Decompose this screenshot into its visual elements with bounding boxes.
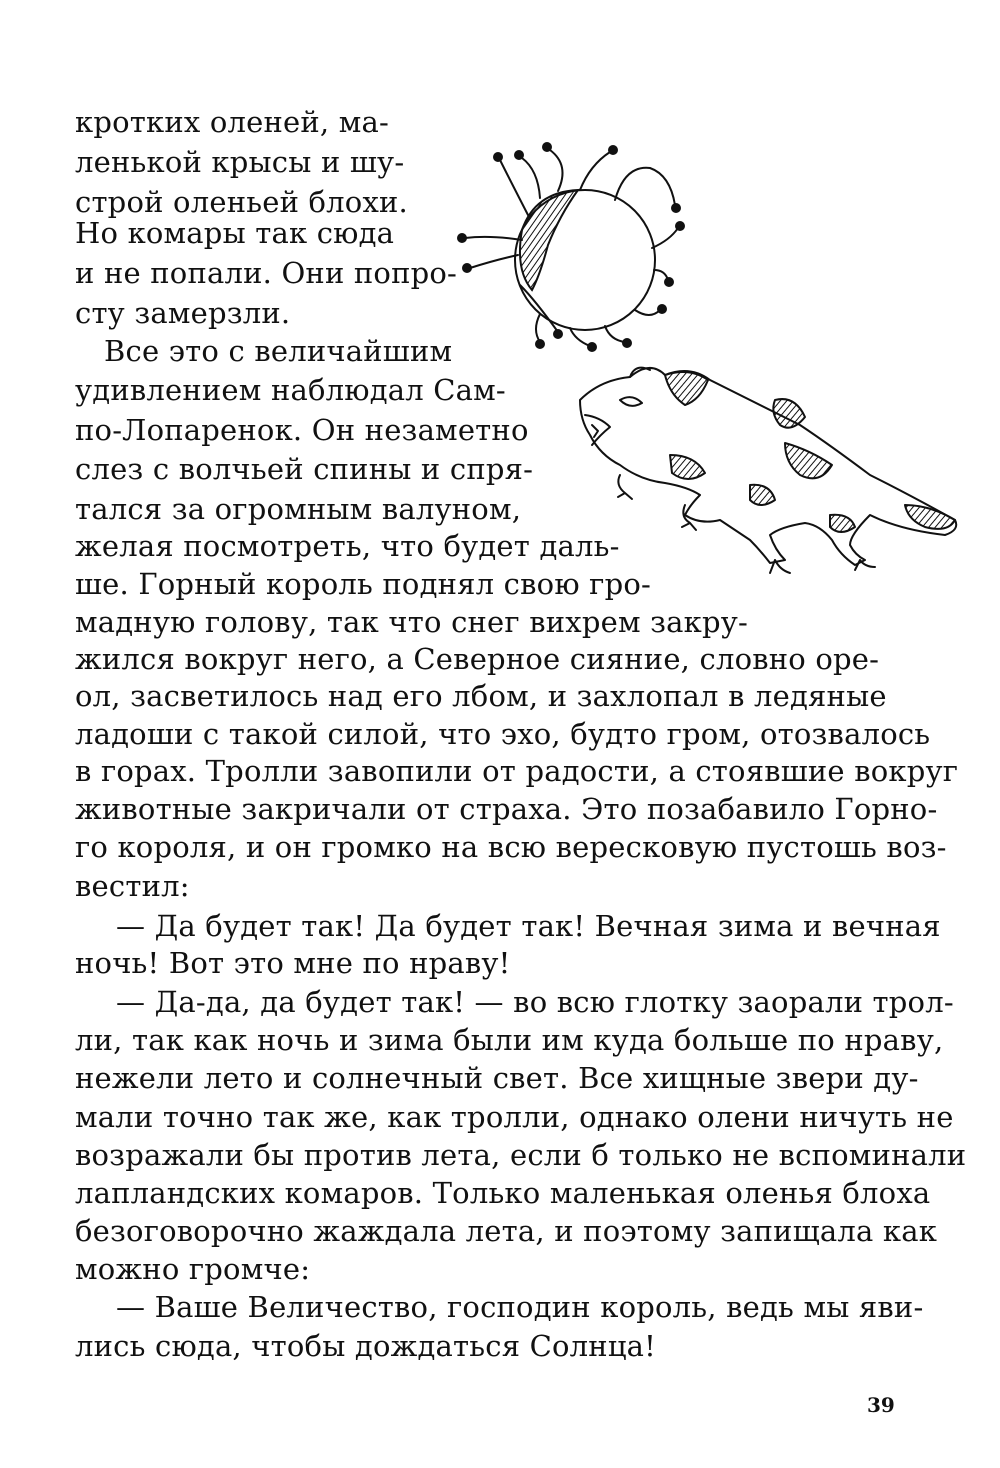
text-line: и не попали. Они попро-	[75, 256, 458, 290]
page-number: 39	[867, 1393, 895, 1417]
text-line: ше. Горный король поднял свою гро-	[75, 567, 651, 601]
text-line: ладоши с такой силой, что эхо, будто гром, отозвалось	[75, 717, 931, 751]
text-line: — Ваше Величество, господин король, ведь мы яви-	[116, 1290, 924, 1324]
text-line: тался за огромным валуном,	[75, 492, 522, 526]
text-line: лись сюда, чтобы дождаться Солнца!	[75, 1329, 657, 1363]
text-line: жился вокруг него, а Северное сияние, словно оре-	[75, 642, 880, 676]
text-line: животные закричали от страха. Это позабавило Горно-	[75, 792, 938, 826]
rat-illustration	[570, 355, 970, 585]
text-line: ли, так как ночь и зима были им куда больше по нраву,	[75, 1023, 944, 1057]
text-line: ленькой крысы и шу-	[75, 145, 405, 179]
text-line: Все это с величайшим	[104, 334, 453, 368]
text-line: мадную голову, так что снег вихрем закру-	[75, 605, 749, 639]
text-line: безоговорочно жаждала лета, и поэтому запищала как	[75, 1214, 938, 1248]
text-line: кротких оленей, ма-	[75, 105, 389, 139]
text-line: Но комары так сюда	[75, 216, 395, 250]
text-line: удивлением наблюдал Сам-	[75, 373, 506, 407]
text-line: нежели лето и солнечный свет. Все хищные звери ду-	[75, 1061, 919, 1095]
flea-illustration	[440, 120, 700, 370]
text-line: сту замерзли.	[75, 296, 291, 330]
text-line: го короля, и он громко на всю вересковую пустошь воз-	[75, 830, 947, 864]
text-line: строй оленьей блохи.	[75, 185, 408, 219]
text-line: возражали бы против лета, если б только не вспоминали	[75, 1138, 967, 1172]
text-line: мали точно так же, как тролли, однако олени ничуть не	[75, 1100, 954, 1134]
text-line: ночь! Вот это мне по нраву!	[75, 946, 511, 980]
text-line: слез с волчьей спины и спря-	[75, 452, 534, 486]
text-line: ол, засветилось над его лбом, и захлопал в ледяные	[75, 679, 887, 713]
text-line: — Да будет так! Да будет так! Вечная зима и вечная	[116, 909, 941, 943]
text-line: желая посмотреть, что будет даль-	[75, 529, 620, 563]
text-line: можно громче:	[75, 1252, 311, 1286]
text-line: — Да-да, да будет так! — во всю глотку заорали трол-	[116, 985, 954, 1019]
text-line: лапландских комаров. Только маленькая оленья блоха	[75, 1176, 931, 1210]
text-line: вестил:	[75, 869, 190, 903]
text-line: в горах. Тролли завопили от радости, а стоявшие вокруг	[75, 754, 959, 788]
text-line: по-Лопаренок. Он незаметно	[75, 413, 529, 447]
